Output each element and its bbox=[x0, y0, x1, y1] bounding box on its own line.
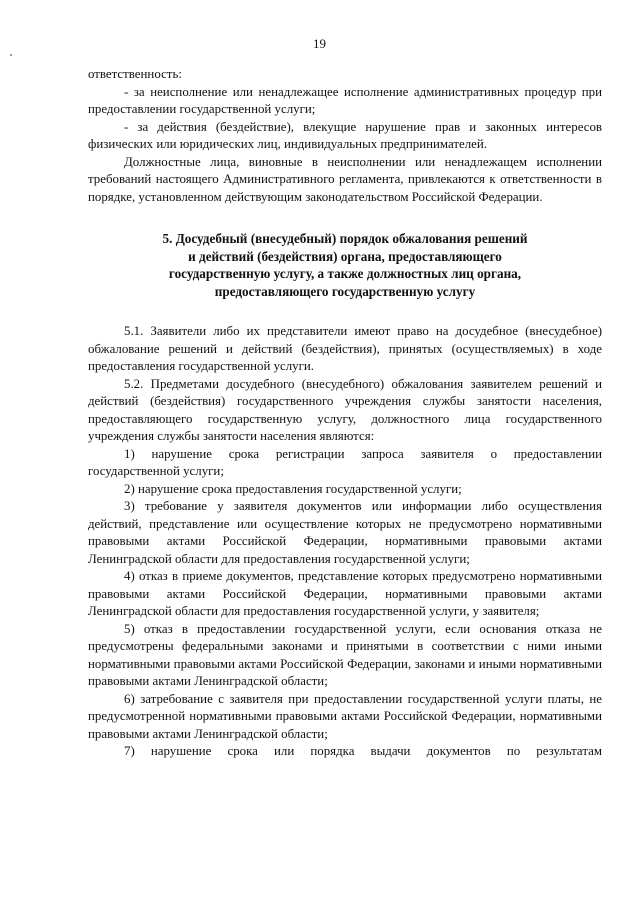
page-number: 19 bbox=[313, 36, 326, 51]
list-item-4: 4) отказ в приеме документов, представление которых предусмотрено нормативными правовыми актами Российской Федерации, нормативными правовыми актами Ленинградской области для предоставления государственной услуги, у заявителя; bbox=[88, 569, 602, 618]
paragraph-5-1: 5.1. Заявители либо их представители имеют право на досудебное (внесудебное) обжалование решений и действий (бездействия), принятых (осуществляемых) в ходе предоставления государственной услуги. bbox=[88, 324, 602, 373]
list-item-5: 5) отказ в предоставлении государственной услуги, если основания отказа не предусмотрены федеральными законами и принятыми в соответствии с ними иными нормативными правовыми актами Российской Федерации, законами и иными нормативными правовыми актами Ленинградской области; bbox=[88, 621, 602, 688]
document-body bbox=[88, 66, 602, 761]
list-item-3: 3) требование у заявителя документов или информации либо осуществления действий, представление или осуществление которых не предусмотрено нормативными правовыми актами Российской Федерации, нормативными правовыми актами Ленинградской области для предоставления государственной услуги; bbox=[88, 499, 602, 566]
list-item-1: 1) нарушение срока регистрации запроса заявителя о предоставлении государственной услуги; bbox=[88, 446, 602, 478]
paragraph-list-item: - за неисполнение или ненадлежащее исполнение административных процедур при предоставлении государственной услуги; bbox=[88, 84, 602, 116]
paragraph-list-item: - за действия (бездействие), влекущие нарушение прав и законных интересов физических или юридических лиц, индивидуальных предпринимателей. bbox=[88, 119, 602, 151]
section-heading-line: государственную услугу, а также должностных лиц органа, bbox=[168, 266, 522, 281]
paragraph-continuation: ответственность: bbox=[88, 67, 182, 81]
list-item-2: 2) нарушение срока предоставления государственной услуги; bbox=[124, 481, 462, 496]
list-item-7: 7) нарушение срока или порядка выдачи документов по результатам bbox=[124, 744, 602, 758]
section-heading-line: предоставляющего государственную услугу bbox=[214, 283, 476, 299]
paragraph-5-2: 5.2. Предметами досудебного (внесудебного) обжалования заявителем решений и действий (бездействия) государственного учреждения службы занятости населения, предоставляющего государственную услугу, должностного лица государственного учреждения службы занятости населения являются: bbox=[88, 376, 602, 443]
section-heading bbox=[88, 230, 602, 300]
section-heading-line: и действий (бездействия) органа, предоставляющего bbox=[188, 248, 502, 264]
section-heading-line: 5. Досудебный (внесудебный) порядок обжалования решений bbox=[162, 231, 528, 246]
paragraph: Должностные лица, виновные в неисполнении или ненадлежащем исполнении требований настоящего Административного регламента, привлекаются к ответственности в порядке, установленном действующим законодательством Российской Федерации. bbox=[88, 154, 602, 204]
scan-speck bbox=[10, 54, 12, 56]
list-item-6: 6) затребование с заявителя при предоставлении государственной услуги платы, не предусмотренной нормативными правовыми актами Российской Федерации, нормативными правовыми актами Ленинградской области; bbox=[88, 691, 602, 741]
